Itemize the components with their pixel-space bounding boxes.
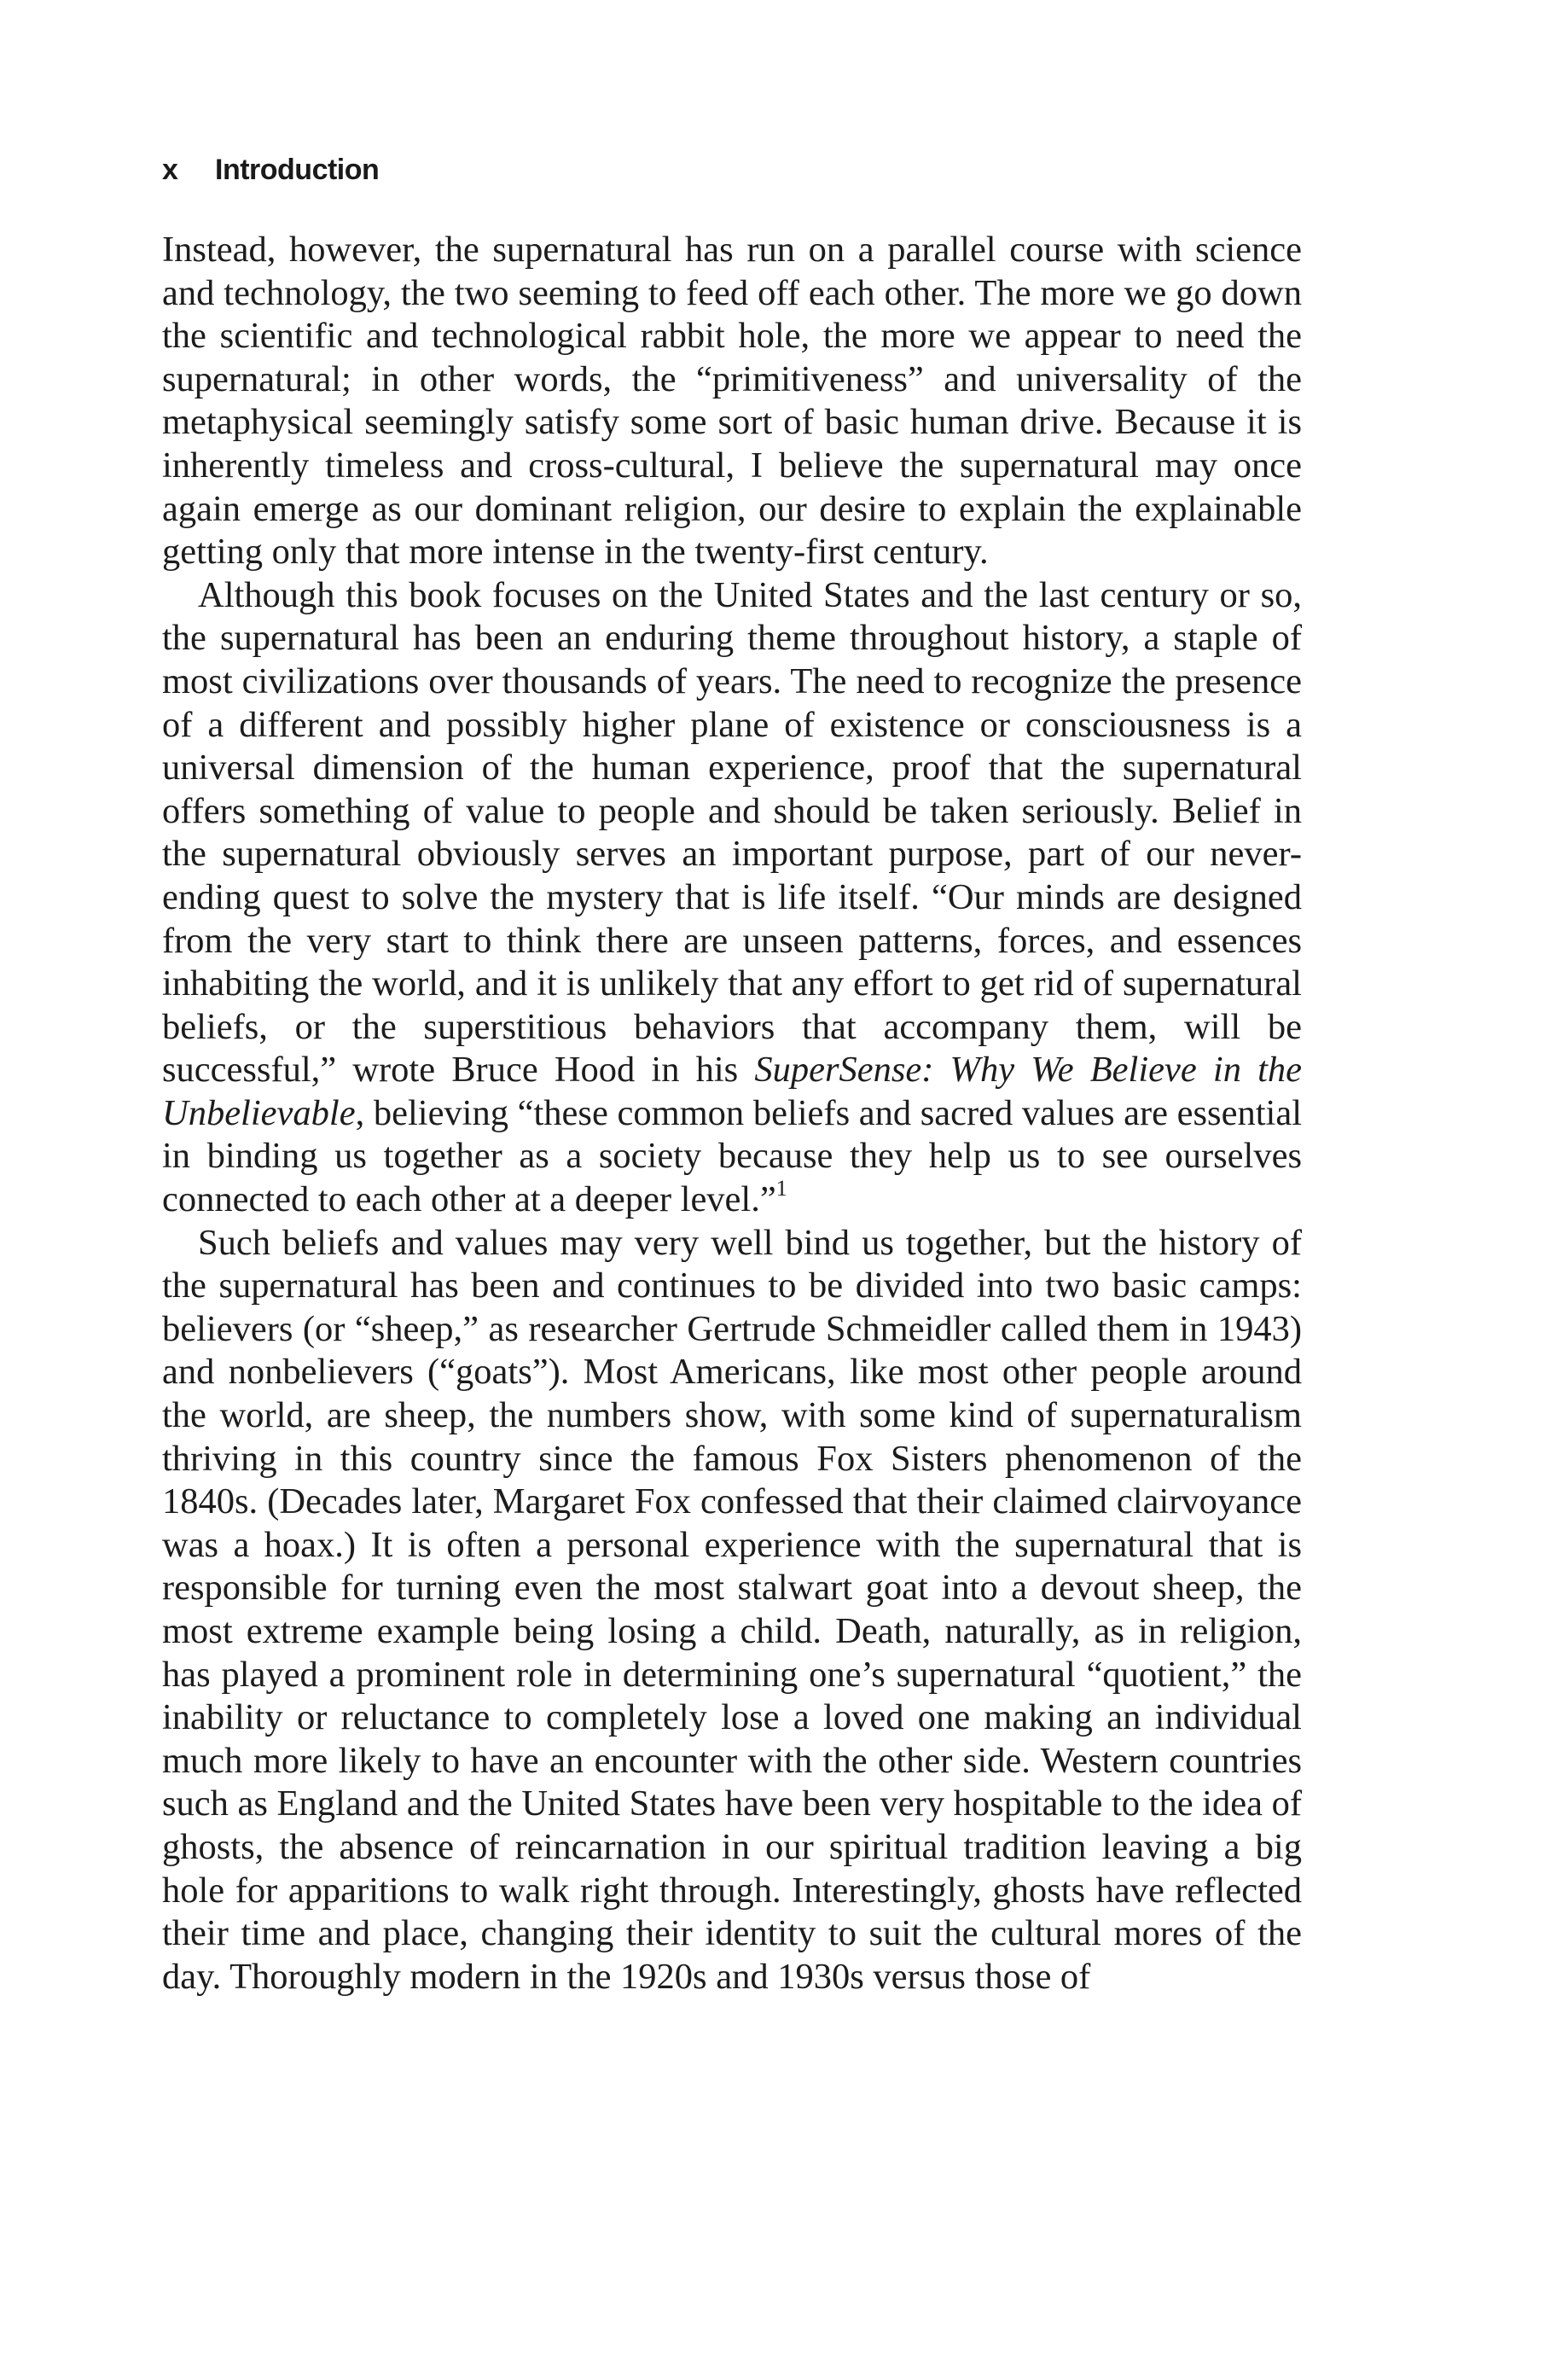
- paragraph-3: Such beliefs and values may very well bind us together, but the history of the supernatural has been and continues to be divided into two basic camps: believers (or “sheep,” as researcher Gertrude Schmeidler called them in 1943) and nonbelievers (“goats”). Most Americans, like most other people around the world, are sheep, the numbers show, with some kind of supernaturalism thriving in this country since the famous Fox Sisters phenomenon of the 1840s. (Decades later, Margaret Fox confessed that their claimed clairvoyance was a hoax.) It is often a personal experience with the supernatural that is responsible for turning even the most stalwart goat into a devout sheep, the most extreme example being losing a child. Death, naturally, as in religion, has played a prominent role in determining one’s supernatural “quotient,” the inability or reluctance to completely lose a loved one making an individual much more likely to have an encounter with the other side. Western countries such as England and the United States have been very hospitable to the idea of ghosts, the absence of reincarnation in our spiritual tradition leaving a big hole for apparitions to walk right through. Interestingly, ghosts have reflected their time and place, changing their identity to suit the cultural mores of the day. Thoroughly modern in the 1920s and 1930s versus those of: [162, 1222, 1302, 1997]
- book-title: SuperSense: Why We Believe in the Unbelievable: [162, 1050, 1303, 1133]
- footnote-reference: 1: [775, 1176, 787, 1201]
- running-head: [162, 154, 379, 187]
- paragraph-2-text-b: , believing “these common beliefs and sacred values are essential in binding us together as a society because they help us to see ourselves connected to each other at a deeper level.”: [162, 1092, 1302, 1220]
- paragraph-2-text-a: Although this book focuses on the United States and the last century or so, the supernatural has been an enduring theme throughout history, a staple of most civilizations over thousands of years. The need to recognize the presence of a different and possibly higher plane of existence or consciousness is a universal dimension of the human experience, proof that the supernatural offers something of value to people and should be taken seriously. Belief in the supernatural obviously serves an important purpose, part of our never-ending quest to solve the mystery that is life itself. “Our minds are designed from the very start to think there are unseen patterns, forces, and essences inhabiting the world, and it is unlikely that any effort to get rid of supernatural beliefs, or the superstitious behaviors that accompany them, will be successful,” wrote Bruce Hood in his: [162, 574, 1302, 1091]
- paragraph-1: Instead, however, the supernatural has run on a parallel course with science and technology, the two seeming to feed off each other. The more we go down the scientific and technological rabbit hole, the more we appear to need the supernatural; in other words, the “primitiveness” and universality of the metaphysical seemingly satisfy some sort of basic human drive. Because it is inherently timeless and cross-cultural, I believe the supernatural may once again emerge as our dominant religion, our desire to explain the explainable getting only that more intense in the twenty-first century.: [162, 230, 1302, 573]
- chapter-title: Introduction: [215, 154, 380, 186]
- page-number: x: [162, 154, 178, 186]
- body-text: [162, 229, 1302, 1999]
- paragraph-2: [162, 574, 1302, 1222]
